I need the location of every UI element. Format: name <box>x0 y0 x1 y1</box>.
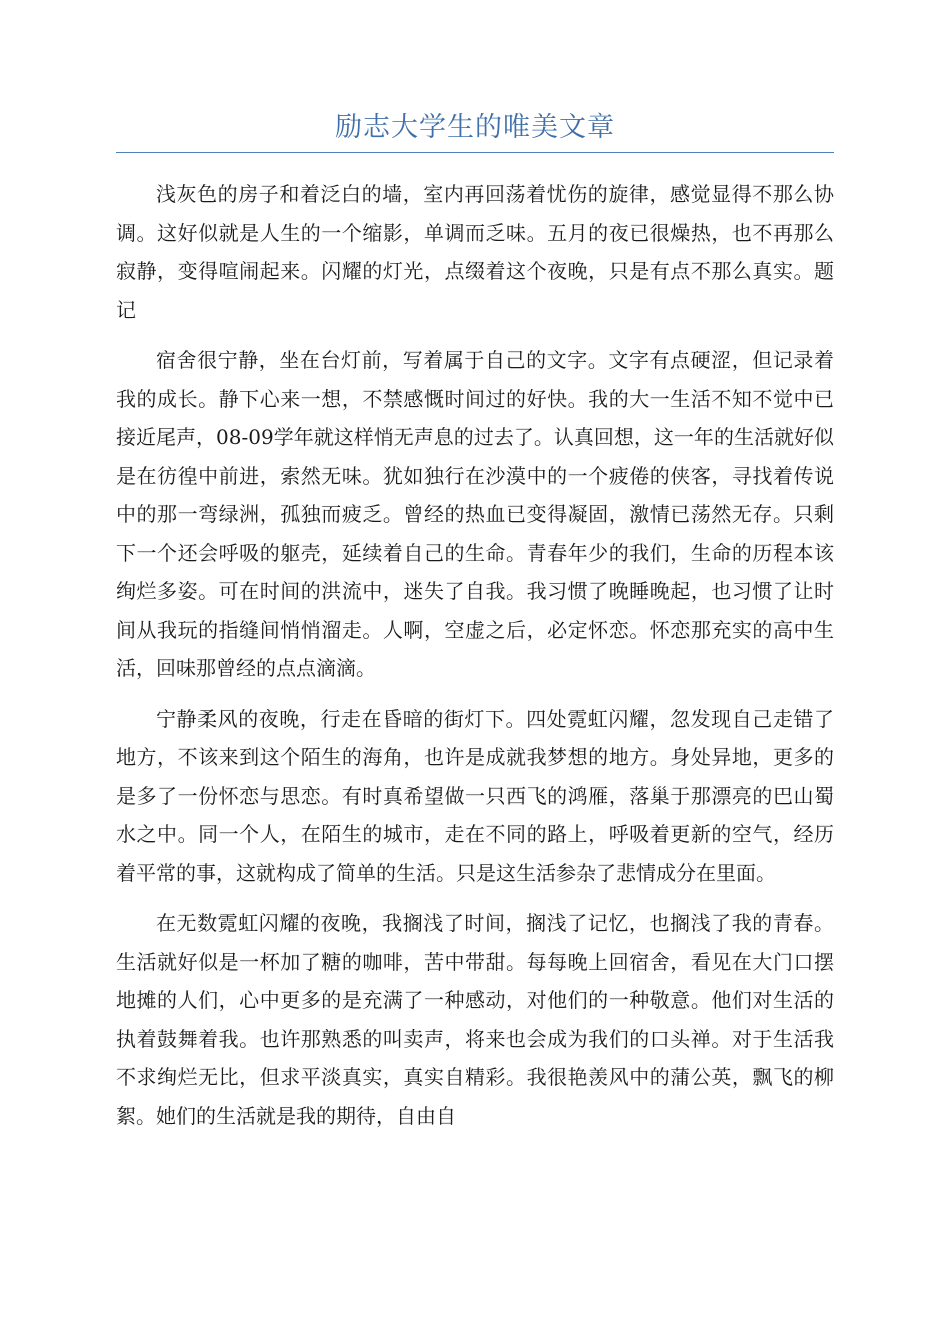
document-body <box>116 175 834 1135</box>
document-title: 励志大学生的唯美文章 <box>116 108 834 153</box>
paragraph-2: 宿舍很宁静，坐在台灯前，写着属于自己的文字。文字有点硬涩，但记录着我的成长。静下心来一想，不禁感慨时间过的好快。我的大一生活不知不觉中已接近尾声，08-09学年就这样悄无声息的过去了。认真回想，这一年的生活就好似是在彷徨中前进，索然无味。犹如独行在沙漠中的一个疲倦的侠客，寻找着传说中的那一弯绿洲，孤独而疲乏。曾经的热血已变得凝固，激情已荡然无存。只剩下一个还会呼吸的躯壳，延续着自己的生命。青春年少的我们，生命的历程本该绚烂多姿。可在时间的洪流中，迷失了自我。我习惯了晚睡晚起，也习惯了让时间从我玩的指缝间悄悄溜走。人啊，空虚之后，必定怀恋。怀恋那充实的高中生活，回味那曾经的点点滴滴。 <box>116 348 834 680</box>
document-page <box>116 108 834 1147</box>
paragraph-4: 在无数霓虹闪耀的夜晚，我搁浅了时间，搁浅了记忆，也搁浅了我的青春。生活就好似是一杯加了糖的咖啡，苦中带甜。每每晚上回宿舍，看见在大门口摆地摊的人们，心中更多的是充满了一种感动，对他们的一种敬意。他们对生活的执着鼓舞着我。也许那熟悉的叫卖声，将来也会成为我们的口头禅。对于生活我不求绚烂无比，但求平淡真实，真实自精彩。我很艳羡风中的蒲公英，飘飞的柳絮。她们的生活就是我的期待，自由自 <box>116 911 834 1128</box>
paragraph-3: 宁静柔风的夜晚，行走在昏暗的街灯下。四处霓虹闪耀，忽发现自己走错了地方，不该来到这个陌生的海角，也许是成就我梦想的地方。身处异地，更多的是多了一份怀恋与思恋。有时真希望做一只西飞的鸿雁，落巢于那漂亮的巴山蜀水之中。同一个人，在陌生的城市，走在不同的路上，呼吸着更新的空气，经历着平常的事，这就构成了简单的生活。只是这生活参杂了悲情成分在里面。 <box>116 706 834 885</box>
paragraph-1: 浅灰色的房子和着泛白的墙，室内再回荡着忧伤的旋律，感觉显得不那么协调。这好似就是人生的一个缩影，单调而乏味。五月的夜已很燥热，也不再那么寂静，变得喧闹起来。闪耀的灯光，点缀着这个夜晚，只是有点不那么真实。题记 <box>116 182 834 322</box>
